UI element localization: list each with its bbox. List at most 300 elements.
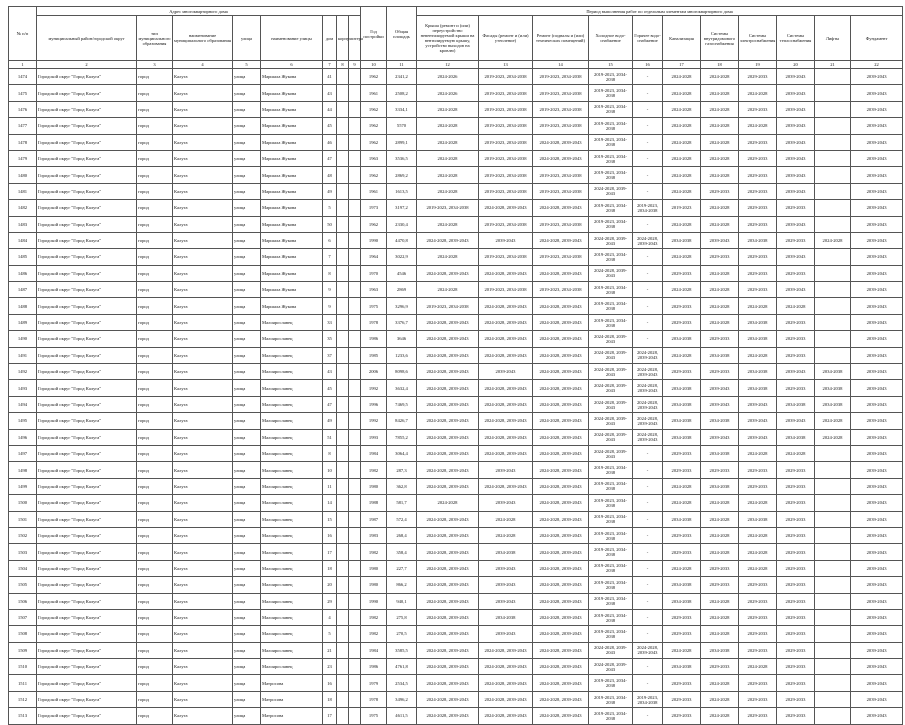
table-cell: 2039-2043 bbox=[851, 691, 903, 707]
col-number-4: 4 bbox=[173, 61, 233, 69]
table-cell bbox=[337, 478, 349, 494]
table-cell: Городской округ "Город Калуга" bbox=[37, 511, 137, 527]
table-cell: 43 bbox=[323, 85, 337, 101]
table-cell bbox=[349, 216, 361, 232]
table-cell: Матросова bbox=[261, 708, 323, 724]
table-cell: 2024-2028 bbox=[701, 314, 739, 330]
table-cell: 3646 bbox=[387, 331, 417, 347]
table-cell: 2039-2043 bbox=[851, 495, 903, 511]
table-cell: 2024-2028 bbox=[739, 544, 777, 560]
table-cell: 2024-2028 bbox=[663, 347, 701, 363]
table-cell: - bbox=[633, 314, 663, 330]
table-row bbox=[9, 167, 903, 183]
table-cell: 1963 bbox=[361, 150, 387, 166]
table-cell: 2024-2028 bbox=[739, 495, 777, 511]
table-cell: 2024-2028, 2039-2043 bbox=[533, 593, 589, 609]
table-cell: город bbox=[137, 347, 173, 363]
table-cell: Калуга bbox=[173, 675, 233, 691]
table-cell: 268,4 bbox=[387, 527, 417, 543]
col-header-6: наименование улицы bbox=[261, 16, 323, 61]
table-cell: Калуга bbox=[173, 298, 233, 314]
table-cell: 2019-2023, 2034-2038 bbox=[589, 626, 633, 642]
table-cell: 2024-2028, 2039-2043 bbox=[533, 675, 589, 691]
table-cell: 2024-2028 bbox=[417, 134, 479, 150]
table-cell: 2024-2028, 2039-2043 bbox=[589, 659, 633, 675]
table-cell: 41 bbox=[323, 69, 337, 85]
table-cell: 2029-2033 bbox=[739, 691, 777, 707]
table-cell: Малоярославец bbox=[261, 511, 323, 527]
table-cell: 2024-2028, 2039-2043 bbox=[533, 364, 589, 380]
table-cell: - bbox=[633, 101, 663, 117]
table-cell: 8 bbox=[323, 445, 337, 461]
header-columns-row bbox=[9, 16, 903, 61]
table-cell: Калуга bbox=[173, 380, 233, 396]
table-cell: улица bbox=[233, 314, 261, 330]
table-cell: 2039-2043 bbox=[739, 413, 777, 429]
table-cell: 2024-2028 bbox=[663, 642, 701, 658]
table-cell: - bbox=[633, 445, 663, 461]
table-cell: 2034-2038 bbox=[701, 445, 739, 461]
table-cell bbox=[337, 200, 349, 216]
table-cell bbox=[337, 282, 349, 298]
table-cell: Городской округ "Город Калуга" bbox=[37, 265, 137, 281]
table-cell: город bbox=[137, 642, 173, 658]
table-cell: 2029-2033 bbox=[739, 167, 777, 183]
table-cell bbox=[815, 675, 851, 691]
table-cell: 2029-2033 bbox=[663, 445, 701, 461]
table-cell: 2024-2028, 2039-2043 bbox=[417, 642, 479, 658]
table-cell: город bbox=[137, 626, 173, 642]
table-cell: 572,4 bbox=[387, 511, 417, 527]
table-cell: 1501 bbox=[9, 511, 37, 527]
table-cell: Калуга bbox=[173, 101, 233, 117]
table-cell: - bbox=[633, 331, 663, 347]
table-cell: Малоярославец bbox=[261, 331, 323, 347]
table-cell: 2029-2033 bbox=[701, 462, 739, 478]
table-cell: 2019-2023, 2034-2038 bbox=[589, 593, 633, 609]
table-cell: 1982 bbox=[361, 544, 387, 560]
table-cell: 2019-2023, 2034-2038 bbox=[589, 282, 633, 298]
table-cell: 2024-2028, 2039-2043 bbox=[633, 642, 663, 658]
table-cell: 2024-2026 bbox=[417, 69, 479, 85]
table-cell: 2024-2028 bbox=[663, 69, 701, 85]
table-cell: Маршала Жукова bbox=[261, 265, 323, 281]
table-cell: 2029-2033 bbox=[701, 249, 739, 265]
table-cell: 2029-2033 bbox=[739, 462, 777, 478]
table-cell bbox=[349, 478, 361, 494]
table-cell: - bbox=[633, 85, 663, 101]
table-cell: 2024-2028, 2039-2043 bbox=[533, 577, 589, 593]
table-cell: 5 bbox=[323, 200, 337, 216]
table-cell: 16 bbox=[323, 527, 337, 543]
table-cell: 1982 bbox=[361, 609, 387, 625]
table-cell bbox=[337, 626, 349, 642]
table-cell: 3536,5 bbox=[387, 150, 417, 166]
table-cell: 2034-2038 bbox=[663, 577, 701, 593]
table-cell bbox=[815, 69, 851, 85]
table-cell: 2024-2028 bbox=[739, 347, 777, 363]
table-cell: 2024-2028 bbox=[663, 478, 701, 494]
table-cell: Городской округ "Город Калуга" bbox=[37, 626, 137, 642]
table-cell: улица bbox=[233, 216, 261, 232]
table-cell: 1979 bbox=[361, 675, 387, 691]
table-cell: 1494 bbox=[9, 396, 37, 412]
table-cell: 2024-2028 bbox=[739, 85, 777, 101]
table-cell: 1970 bbox=[361, 265, 387, 281]
table-cell: город bbox=[137, 118, 173, 134]
table-row bbox=[9, 282, 903, 298]
table-cell: 2024-2028, 2039-2043 bbox=[417, 445, 479, 461]
table-cell: - bbox=[633, 183, 663, 199]
col-header-13: Фасады (ремонт и (или) утепление) bbox=[479, 16, 533, 61]
table-cell: город bbox=[137, 265, 173, 281]
table-cell: улица bbox=[233, 183, 261, 199]
col-header-15: Холодное водо-снабжение bbox=[589, 16, 633, 61]
table-row bbox=[9, 200, 903, 216]
table-cell: 2024-2028 bbox=[663, 150, 701, 166]
table-cell: город bbox=[137, 429, 173, 445]
table-cell: город bbox=[137, 659, 173, 675]
table-row bbox=[9, 134, 903, 150]
table-cell: 1484 bbox=[9, 232, 37, 248]
table-cell: 1988 bbox=[361, 495, 387, 511]
table-cell: 2024-2028, 2039-2043 bbox=[479, 642, 533, 658]
col-header-3: тип муниципального образования bbox=[137, 16, 173, 61]
table-cell: 2024-2028 bbox=[739, 527, 777, 543]
table-cell: 2029-2033 bbox=[777, 609, 815, 625]
table-cell: 2024-2028, 2039-2043 bbox=[589, 183, 633, 199]
table-cell: 1980 bbox=[361, 577, 387, 593]
table-cell: Городской округ "Город Калуга" bbox=[37, 659, 137, 675]
table-cell bbox=[349, 282, 361, 298]
table-cell bbox=[337, 560, 349, 576]
table-cell: 2039-2043 bbox=[851, 314, 903, 330]
table-cell: Калуга bbox=[173, 216, 233, 232]
table-cell: 2024-2028 bbox=[815, 232, 851, 248]
table-row bbox=[9, 429, 903, 445]
table-cell: 2024-2028, 2039-2043 bbox=[479, 200, 533, 216]
table-cell: 2869 bbox=[387, 282, 417, 298]
table-cell: Калуга bbox=[173, 200, 233, 216]
col-number-16: 16 bbox=[633, 61, 663, 69]
table-cell bbox=[349, 675, 361, 691]
table-cell: 2019-2023, 2034-2038 bbox=[589, 478, 633, 494]
table-cell: 2024-2028, 2039-2043 bbox=[589, 232, 633, 248]
table-cell: 2508,2 bbox=[387, 85, 417, 101]
table-cell: 2019-2023, 2034-2038 bbox=[479, 85, 533, 101]
table-cell: 37 bbox=[323, 347, 337, 363]
table-cell: - bbox=[633, 249, 663, 265]
col-number-9: 9 bbox=[349, 61, 361, 69]
table-cell: 2029-2033 bbox=[701, 183, 739, 199]
table-cell: 1487 bbox=[9, 282, 37, 298]
table-cell: 5 bbox=[323, 626, 337, 642]
col-number-2: 2 bbox=[37, 61, 137, 69]
col-number-10: 10 bbox=[361, 61, 387, 69]
table-cell: 2024-2028 bbox=[701, 265, 739, 281]
table-cell: 2034-2038 bbox=[479, 544, 533, 560]
table-cell: 3197,2 bbox=[387, 200, 417, 216]
table-cell: 2024-2028, 2039-2043 bbox=[589, 413, 633, 429]
table-cell: 2024-2028 bbox=[777, 445, 815, 461]
table-cell: 2019-2023, 2034-2038 bbox=[479, 134, 533, 150]
table-cell: 2024-2028 bbox=[663, 560, 701, 576]
table-cell bbox=[337, 691, 349, 707]
table-cell bbox=[815, 659, 851, 675]
header-numbers-row bbox=[9, 61, 903, 69]
table-cell: 2019-2023, 2034-2038 bbox=[533, 282, 589, 298]
table-cell: Городской округ "Город Калуга" bbox=[37, 675, 137, 691]
table-cell bbox=[815, 314, 851, 330]
table-cell: 1963 bbox=[361, 282, 387, 298]
table-cell: 2024-2028 bbox=[701, 69, 739, 85]
col-header-8: корпус bbox=[337, 16, 349, 61]
table-cell: Маршала Жукова bbox=[261, 167, 323, 183]
table-row bbox=[9, 347, 903, 363]
table-cell bbox=[337, 85, 349, 101]
table-cell: 2039-2043 bbox=[851, 396, 903, 412]
table-cell bbox=[349, 265, 361, 281]
table-cell: - bbox=[633, 462, 663, 478]
table-cell bbox=[349, 347, 361, 363]
table-cell: Маршала Жукова bbox=[261, 69, 323, 85]
table-cell: 2019-2023, 2034-2038 bbox=[479, 183, 533, 199]
table-cell: 2024-2028 bbox=[417, 150, 479, 166]
table-cell: 2019-2023, 2034-2038 bbox=[589, 314, 633, 330]
table-cell: город bbox=[137, 478, 173, 494]
table-cell: 2039-2043 bbox=[479, 495, 533, 511]
table-cell: 2024-2028, 2039-2043 bbox=[533, 380, 589, 396]
table-cell bbox=[337, 577, 349, 593]
table-cell: 2024-2028, 2039-2043 bbox=[589, 396, 633, 412]
table-cell: 2019-2023, 2034-2038 bbox=[589, 527, 633, 543]
table-cell: 1982 bbox=[361, 462, 387, 478]
table-cell: Калуга bbox=[173, 134, 233, 150]
table-cell: 2024-2028 bbox=[663, 216, 701, 232]
table-cell: 1983 bbox=[361, 527, 387, 543]
table-row bbox=[9, 85, 903, 101]
table-cell: 2019-2023, 2034-2038 bbox=[479, 69, 533, 85]
table-cell: 2024-2028 bbox=[701, 593, 739, 609]
table-cell: Калуга bbox=[173, 183, 233, 199]
table-cell: 17 bbox=[323, 544, 337, 560]
table-cell: 270,5 bbox=[387, 626, 417, 642]
table-cell: 2024-2028, 2039-2043 bbox=[533, 462, 589, 478]
table-cell: - bbox=[633, 675, 663, 691]
table-row bbox=[9, 413, 903, 429]
table-cell: 2019-2023, 2034-2038 bbox=[589, 85, 633, 101]
table-cell: 15 bbox=[323, 511, 337, 527]
table-cell: 2024-2028 bbox=[663, 183, 701, 199]
table-cell: Городской округ "Город Калуга" bbox=[37, 642, 137, 658]
table-cell: 1980 bbox=[361, 560, 387, 576]
table-cell: 2019-2023, 2034-2038 bbox=[589, 560, 633, 576]
table-row bbox=[9, 544, 903, 560]
table-cell: 11 bbox=[323, 478, 337, 494]
table-cell: Городской округ "Город Калуга" bbox=[37, 462, 137, 478]
table-cell: 2029-2033 bbox=[777, 462, 815, 478]
schedule-table bbox=[8, 6, 903, 725]
table-cell: улица bbox=[233, 167, 261, 183]
table-cell: 48 bbox=[323, 167, 337, 183]
table-cell: - bbox=[633, 495, 663, 511]
table-cell: 2869,2 bbox=[387, 167, 417, 183]
table-cell: город bbox=[137, 495, 173, 511]
table-cell: 2024-2028, 2039-2043 bbox=[533, 642, 589, 658]
table-cell: 2024-2028 bbox=[663, 85, 701, 101]
table-cell: - bbox=[633, 560, 663, 576]
table-cell: 2024-2028, 2039-2043 bbox=[533, 429, 589, 445]
table-cell: улица bbox=[233, 675, 261, 691]
table-cell: 2029-2033 bbox=[663, 626, 701, 642]
table-cell: 1985 bbox=[361, 347, 387, 363]
table-cell: Калуга bbox=[173, 396, 233, 412]
table-cell bbox=[337, 249, 349, 265]
table-row bbox=[9, 495, 903, 511]
table-cell: Маршала Жукова bbox=[261, 183, 323, 199]
col-number-14: 14 bbox=[533, 61, 589, 69]
table-cell bbox=[349, 560, 361, 576]
table-cell: 2029-2033 bbox=[739, 708, 777, 724]
table-cell: улица bbox=[233, 69, 261, 85]
table-cell: 2039-2043 bbox=[479, 462, 533, 478]
table-cell: Маршала Жукова bbox=[261, 200, 323, 216]
table-cell: 2034-2038 bbox=[663, 331, 701, 347]
table-cell: 1511 bbox=[9, 675, 37, 691]
table-cell: Городской округ "Город Калуга" bbox=[37, 101, 137, 117]
table-cell: 2039-2043 bbox=[851, 85, 903, 101]
table-cell: 2039-2043 bbox=[851, 282, 903, 298]
table-cell: Городской округ "Город Калуга" bbox=[37, 183, 137, 199]
table-cell: улица bbox=[233, 347, 261, 363]
table-cell: 2019-2023, 2034-2038 bbox=[533, 183, 589, 199]
table-row bbox=[9, 659, 903, 675]
table-cell: 2039-2043 bbox=[851, 462, 903, 478]
table-cell: 45 bbox=[323, 118, 337, 134]
table-cell: Городской округ "Город Калуга" bbox=[37, 527, 137, 543]
table-cell: 2034-2038 bbox=[663, 380, 701, 396]
table-cell: улица bbox=[233, 708, 261, 724]
table-cell: 362,8 bbox=[387, 478, 417, 494]
table-cell: 2024-2028 bbox=[417, 118, 479, 134]
table-cell: 2029-2033 bbox=[739, 609, 777, 625]
table-cell: 2024-2028, 2039-2043 bbox=[417, 364, 479, 380]
table-cell: улица bbox=[233, 691, 261, 707]
table-cell: Маршала Жукова bbox=[261, 249, 323, 265]
table-cell: 2024-2028 bbox=[417, 495, 479, 511]
table-cell: город bbox=[137, 331, 173, 347]
table-cell: 2034-2038 bbox=[701, 478, 739, 494]
table-cell: 1961 bbox=[361, 85, 387, 101]
table-cell: 2034-2038 bbox=[777, 429, 815, 445]
table-cell bbox=[349, 544, 361, 560]
table-cell bbox=[815, 511, 851, 527]
table-cell: 2034-2038 bbox=[815, 396, 851, 412]
table-cell: 2029-2033 bbox=[777, 232, 815, 248]
table-cell: 2024-2028, 2039-2043 bbox=[533, 560, 589, 576]
table-cell: 1502 bbox=[9, 527, 37, 543]
table-cell: Малоярославец bbox=[261, 560, 323, 576]
table-cell bbox=[815, 118, 851, 134]
col-number-8: 8 bbox=[337, 61, 349, 69]
table-cell bbox=[815, 462, 851, 478]
table-cell: улица bbox=[233, 265, 261, 281]
table-cell: - bbox=[633, 708, 663, 724]
table-cell: 2039-2043 bbox=[851, 167, 903, 183]
table-cell: 1482 bbox=[9, 200, 37, 216]
table-cell: - bbox=[633, 150, 663, 166]
table-cell bbox=[349, 445, 361, 461]
table-cell: 51 bbox=[323, 429, 337, 445]
table-cell: 2039-2043 bbox=[479, 593, 533, 609]
table-cell: 2024-2028, 2039-2043 bbox=[533, 150, 589, 166]
table-row bbox=[9, 560, 903, 576]
table-row bbox=[9, 364, 903, 380]
table-cell: Малоярославец bbox=[261, 642, 323, 658]
table-cell: город bbox=[137, 511, 173, 527]
table-cell: 4546 bbox=[387, 265, 417, 281]
table-cell: 2029-2033 bbox=[739, 101, 777, 117]
table-cell: 9 bbox=[323, 298, 337, 314]
table-cell: 1975 bbox=[361, 708, 387, 724]
table-cell: Малоярославец bbox=[261, 413, 323, 429]
table-cell: 2024-2028, 2039-2043 bbox=[533, 396, 589, 412]
table-cell: 2029-2033 bbox=[777, 314, 815, 330]
table-cell: Городской округ "Город Калуга" bbox=[37, 134, 137, 150]
table-cell: 50 bbox=[323, 216, 337, 232]
table-cell: 1505 bbox=[9, 577, 37, 593]
table-cell: 2039-2043 bbox=[851, 69, 903, 85]
table-cell: 2034-2038 bbox=[701, 413, 739, 429]
table-cell: Малоярославец bbox=[261, 626, 323, 642]
table-cell: 2024-2028 bbox=[663, 118, 701, 134]
table-cell: 2029-2033 bbox=[701, 364, 739, 380]
table-cell: 2024-2028 bbox=[663, 249, 701, 265]
table-cell: город bbox=[137, 134, 173, 150]
table-cell: 2024-2028, 2039-2043 bbox=[533, 511, 589, 527]
table-cell: 2024-2028 bbox=[701, 134, 739, 150]
table-cell: улица bbox=[233, 200, 261, 216]
table-cell: - bbox=[633, 659, 663, 675]
col-number-12: 12 bbox=[417, 61, 479, 69]
table-cell: 2024-2028 bbox=[739, 659, 777, 675]
table-cell bbox=[337, 462, 349, 478]
table-cell: 2024-2028 bbox=[417, 282, 479, 298]
table-cell: Калуга bbox=[173, 691, 233, 707]
table-cell: Маршала Жукова bbox=[261, 85, 323, 101]
table-cell: Калуга bbox=[173, 282, 233, 298]
table-cell: 46 bbox=[323, 134, 337, 150]
table-cell: 1986 bbox=[361, 659, 387, 675]
table-cell: город bbox=[137, 396, 173, 412]
table-cell: 1980 bbox=[361, 478, 387, 494]
table-cell bbox=[337, 675, 349, 691]
table-cell: 2034-2038 bbox=[663, 659, 701, 675]
table-cell: 2024-2028 bbox=[417, 183, 479, 199]
table-cell: - bbox=[633, 167, 663, 183]
table-cell bbox=[349, 69, 361, 85]
table-cell: улица bbox=[233, 478, 261, 494]
table-cell: 2019-2023, 2034-2038 bbox=[589, 495, 633, 511]
table-cell: 2039-2043 bbox=[851, 544, 903, 560]
table-cell: 2330,4 bbox=[387, 216, 417, 232]
table-cell: 2534,5 bbox=[387, 675, 417, 691]
col-header-19: Системы электроснабжения bbox=[739, 16, 777, 61]
table-cell: 7469,5 bbox=[387, 396, 417, 412]
table-cell: - bbox=[633, 118, 663, 134]
table-row bbox=[9, 609, 903, 625]
table-cell: 2024-2028, 2039-2043 bbox=[589, 347, 633, 363]
